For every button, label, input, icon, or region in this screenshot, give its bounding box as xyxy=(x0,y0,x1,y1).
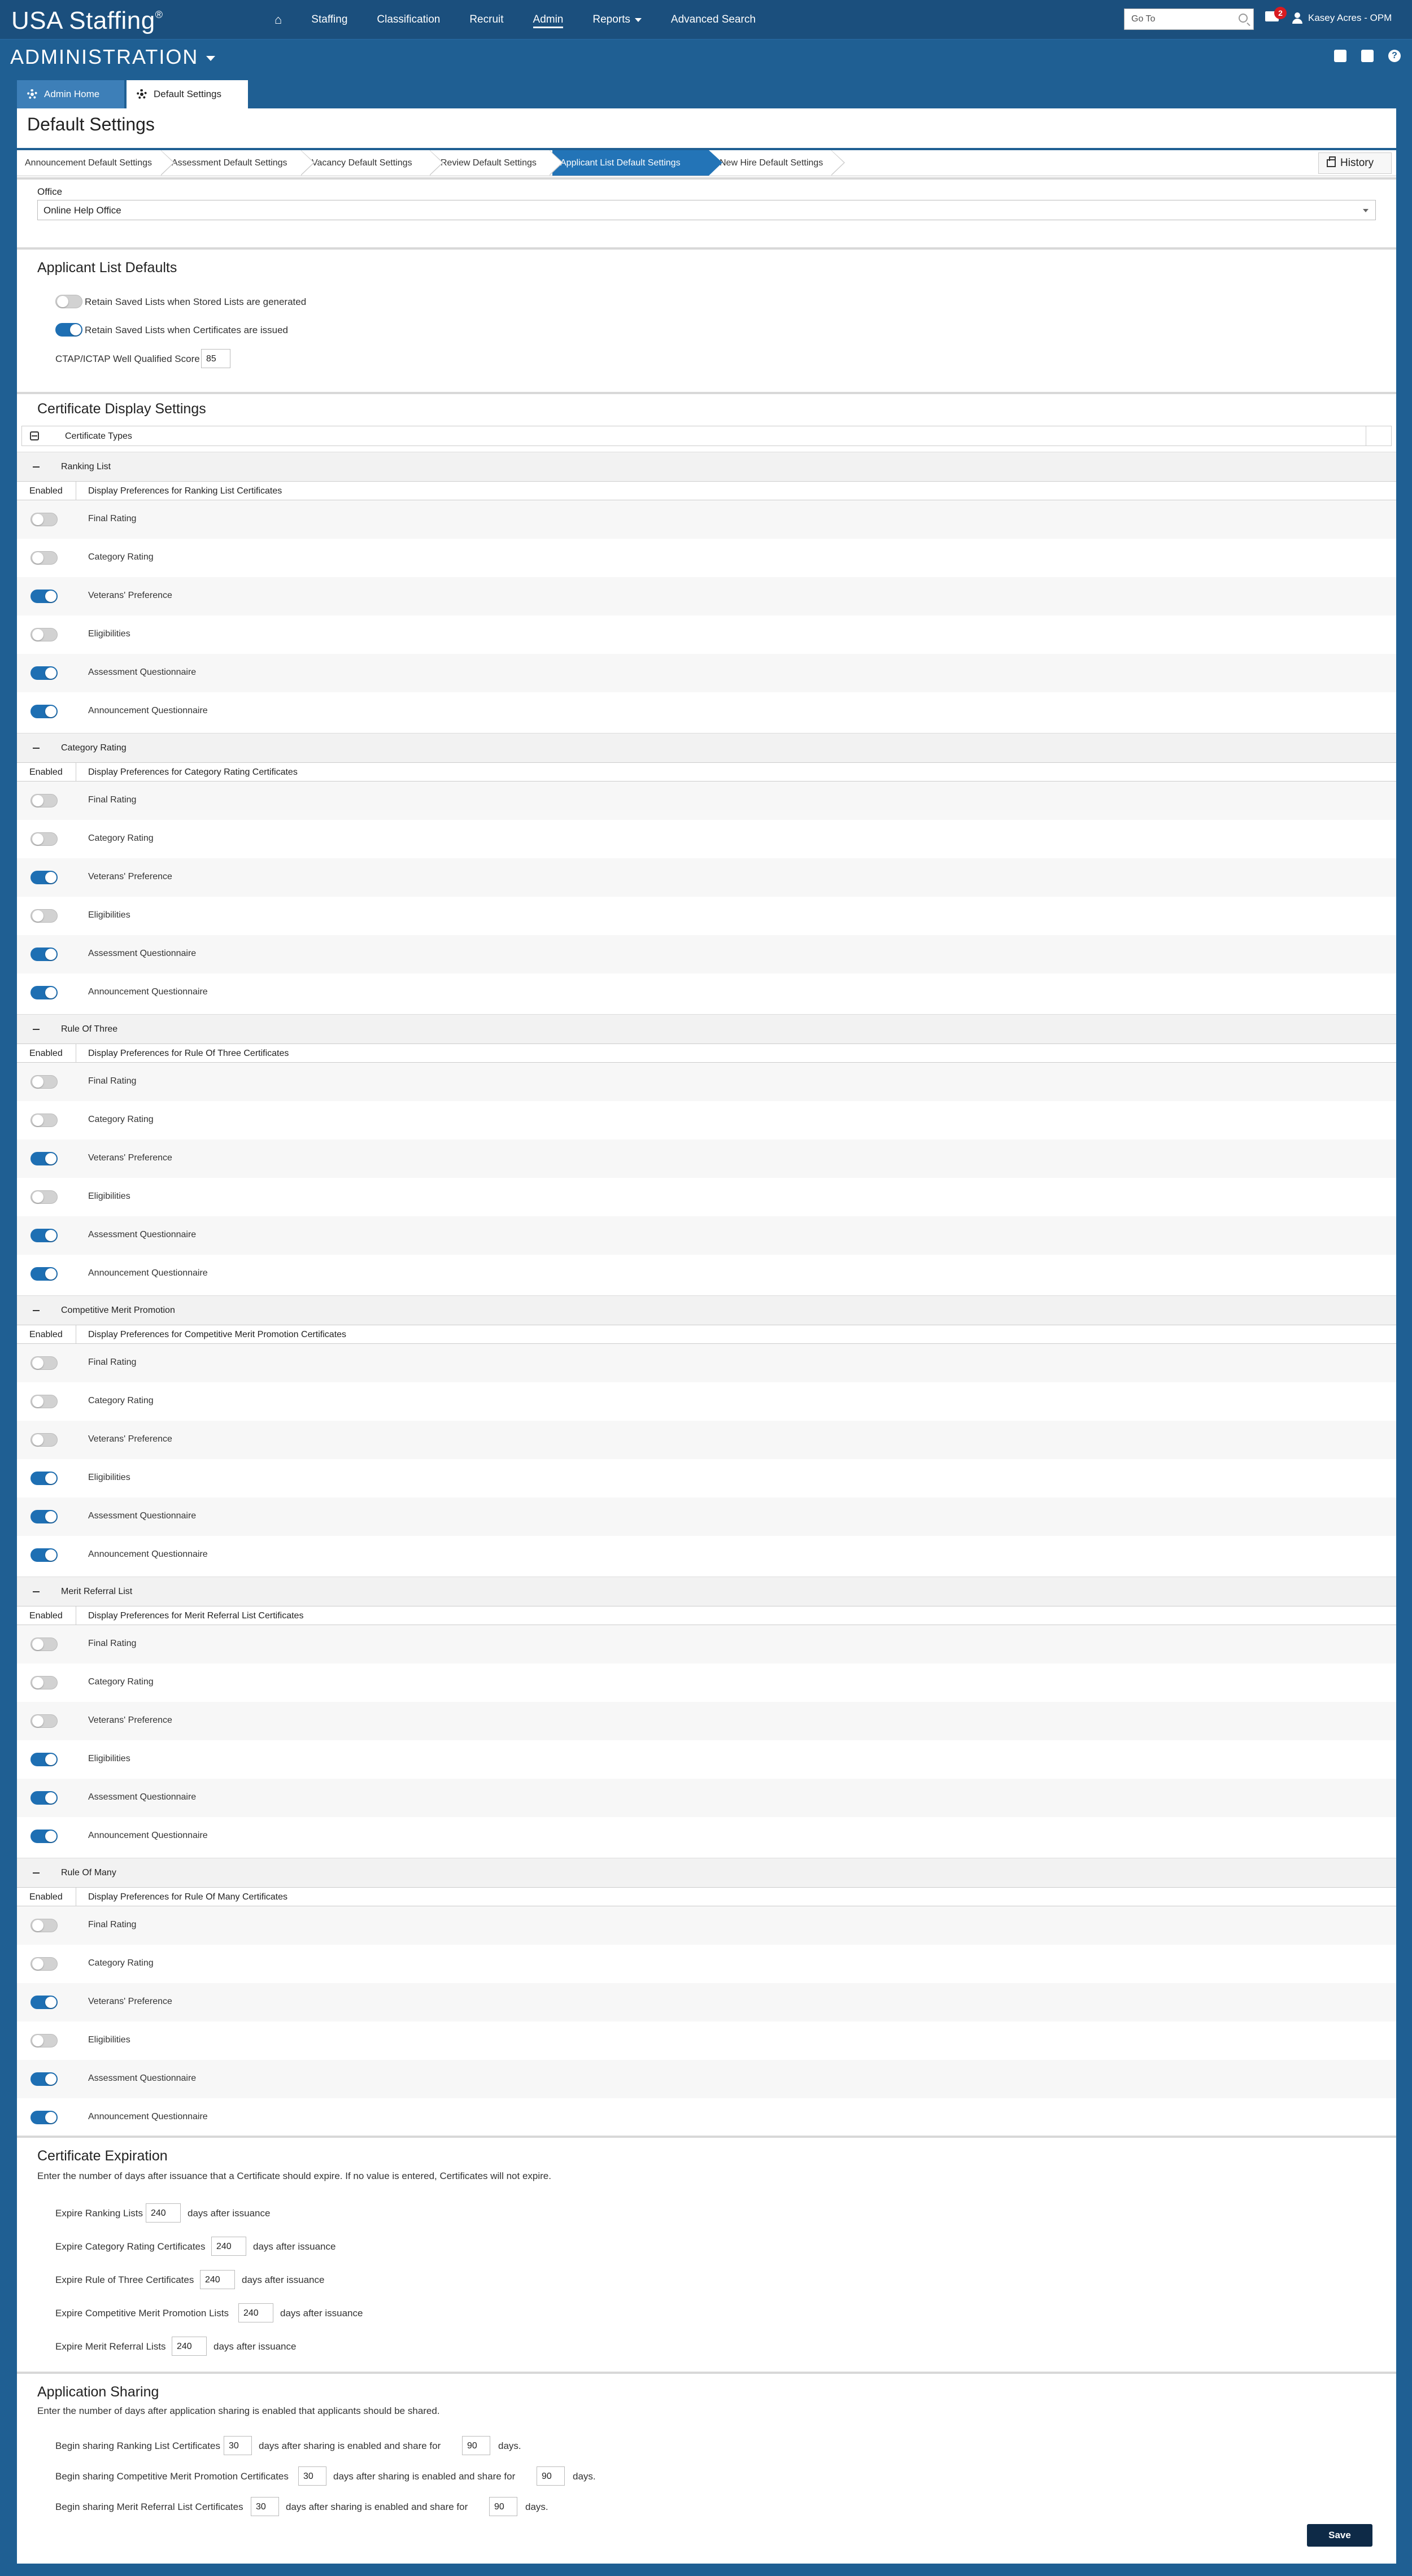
group-row-3[interactable] xyxy=(17,1014,1396,1044)
step-arrow xyxy=(161,150,175,176)
applicant-list-defaults-title: Applicant List Defaults xyxy=(37,260,177,276)
nav-recruit[interactable]: Recruit xyxy=(469,14,504,25)
wizard-step-4[interactable] xyxy=(433,150,550,176)
module-icons xyxy=(1334,50,1401,62)
expiration-label: Expire Ranking Lists xyxy=(55,2208,143,2219)
preference-toggle[interactable] xyxy=(30,2034,58,2047)
module-bar xyxy=(0,40,1412,73)
chat-icon[interactable] xyxy=(1361,50,1374,62)
page-tabs xyxy=(17,80,248,108)
nav-admin[interactable]: Admin xyxy=(518,0,578,40)
section-divider xyxy=(17,247,1396,250)
expiration-suffix: days after issuance xyxy=(280,2308,363,2319)
enabled-header: Enabled xyxy=(29,1330,63,1339)
gear-icon xyxy=(137,89,147,99)
wizard-step-1[interactable] xyxy=(17,150,161,176)
settings-wizard xyxy=(17,150,1396,176)
preference-toggle[interactable] xyxy=(30,1830,58,1843)
preference-row xyxy=(17,781,1396,820)
help-icon[interactable]: ? xyxy=(1388,50,1401,62)
preference-toggle[interactable] xyxy=(30,1114,58,1127)
preference-toggle[interactable] xyxy=(30,794,58,807)
expiration-label: Expire Merit Referral Lists xyxy=(55,2341,166,2352)
preference-label: Category Rating xyxy=(88,1115,154,1124)
expiration-label: Expire Rule of Three Certificates xyxy=(55,2274,194,2285)
history-button[interactable]: History xyxy=(1318,152,1392,174)
preference-label: Final Rating xyxy=(88,514,137,523)
tab-default-settings[interactable]: Default Settings xyxy=(127,80,248,108)
enabled-header: Enabled xyxy=(29,1892,63,1902)
wizard-step-label: Vacancy Default Settings xyxy=(312,158,412,168)
sharing-mid-text: days after sharing is enabled and share for xyxy=(259,2440,441,2451)
office-label: Office xyxy=(37,186,63,197)
enabled-header: Enabled xyxy=(29,486,63,496)
group-row-5[interactable] xyxy=(17,1577,1396,1606)
preference-label: Final Rating xyxy=(88,795,137,805)
wizard-step-6[interactable] xyxy=(712,150,831,176)
preference-toggle[interactable] xyxy=(30,948,58,961)
sharing-label: Begin sharing Ranking List Certificates xyxy=(55,2440,220,2451)
preference-row xyxy=(17,1382,1396,1421)
preference-label: Announcement Questionnaire xyxy=(88,987,208,997)
step-arrow xyxy=(709,150,722,176)
preference-toggle[interactable] xyxy=(30,2072,58,2086)
save-button[interactable]: Save xyxy=(1307,2524,1372,2547)
preference-row xyxy=(17,1817,1396,1855)
wizard-step-3[interactable] xyxy=(304,150,430,176)
preference-toggle[interactable] xyxy=(30,1957,58,1971)
preference-toggle[interactable] xyxy=(30,1229,58,1242)
preference-label: Assessment Questionnaire xyxy=(88,2073,197,2083)
expiration-label: Expire Competitive Merit Promotion Lists xyxy=(55,2308,229,2319)
section-divider xyxy=(17,2136,1396,2138)
preference-toggle[interactable] xyxy=(30,666,58,680)
preference-label: Veterans' Preference xyxy=(88,1153,172,1163)
preference-label: Veterans' Preference xyxy=(88,1997,172,2006)
preference-label: Eligibilities xyxy=(88,1473,130,1482)
nav-advanced-search[interactable]: Advanced Search xyxy=(670,14,756,25)
preference-row xyxy=(17,1497,1396,1536)
wizard-step-label: New Hire Default Settings xyxy=(720,158,823,168)
preference-toggle[interactable] xyxy=(30,1190,58,1204)
group-row-6[interactable] xyxy=(17,1858,1396,1887)
preference-row xyxy=(17,615,1396,654)
certificate-expiration-desc: Enter the number of days after issuance that a Certificate should expire. If no value is entered, Certificates will not expire. xyxy=(37,2171,551,2181)
preference-toggle[interactable] xyxy=(30,1395,58,1408)
sharing-end-text: days. xyxy=(498,2440,521,2451)
preference-toggle[interactable] xyxy=(30,513,58,526)
preference-row xyxy=(17,1421,1396,1459)
preference-row xyxy=(17,1344,1396,1382)
preference-label: Final Rating xyxy=(88,1357,137,1367)
preference-label: Announcement Questionnaire xyxy=(88,1549,208,1559)
wizard-step-label: Announcement Default Settings xyxy=(25,158,152,168)
sharing-after-input[interactable]: 30 xyxy=(298,2466,326,2486)
wizard-step-5[interactable] xyxy=(552,150,709,176)
home-icon[interactable]: ⌂ xyxy=(274,12,282,27)
certificate-types-label: Certificate Types xyxy=(65,431,132,441)
sharing-share-input[interactable]: 90 xyxy=(462,2436,490,2455)
preference-row xyxy=(17,897,1396,935)
preference-label: Eligibilities xyxy=(88,910,130,920)
group-name: Category Rating xyxy=(61,743,127,753)
main-nav xyxy=(260,0,770,40)
preferences-header: Display Preferences for Competitive Merit Promotion Certificates xyxy=(88,1330,347,1339)
wizard-step-label: Applicant List Default Settings xyxy=(560,158,681,168)
preference-row xyxy=(17,1101,1396,1139)
preference-label: Announcement Questionnaire xyxy=(88,2112,208,2121)
preference-toggle[interactable] xyxy=(30,1753,58,1766)
nav-classification[interactable]: Classification xyxy=(377,14,441,25)
preference-toggle[interactable] xyxy=(30,1996,58,2009)
certificate-expiration-title: Certificate Expiration xyxy=(37,2148,168,2164)
preference-toggle[interactable] xyxy=(30,1919,58,1932)
chevron-down-icon xyxy=(635,18,642,22)
preference-label: Veterans' Preference xyxy=(88,1434,172,1444)
preference-row xyxy=(17,935,1396,973)
group-subheader xyxy=(17,1044,1396,1063)
preferences-header: Display Preferences for Ranking List Certificates xyxy=(88,486,282,496)
expiration-days-input[interactable]: 240 xyxy=(211,2237,246,2256)
expiration-suffix: days after issuance xyxy=(242,2274,325,2285)
preference-row xyxy=(17,500,1396,539)
ctap-score-input[interactable]: 85 xyxy=(201,349,230,368)
preference-label: Eligibilities xyxy=(88,629,130,639)
nav-reports[interactable]: Reports xyxy=(578,0,656,40)
ctap-label: CTAP/ICTAP Well Qualified Score xyxy=(55,353,200,364)
preferences-header: Display Preferences for Merit Referral List Certificates xyxy=(88,1611,304,1621)
briefcase-icon[interactable] xyxy=(1334,50,1346,62)
preference-label: Eligibilities xyxy=(88,1191,130,1201)
preference-toggle[interactable] xyxy=(30,1356,58,1370)
preference-row xyxy=(17,1625,1396,1664)
enabled-header: Enabled xyxy=(29,1611,63,1621)
printer-icon xyxy=(1327,159,1336,167)
expiration-days-input[interactable]: 240 xyxy=(172,2337,207,2356)
preference-label: Final Rating xyxy=(88,1639,137,1648)
preference-row xyxy=(17,1906,1396,1945)
expiration-days-input[interactable]: 240 xyxy=(238,2303,273,2322)
preference-label: Assessment Questionnaire xyxy=(88,949,197,958)
office-select[interactable]: Online Help Office xyxy=(37,200,1376,220)
certificate-types-header xyxy=(21,426,1392,446)
preference-row xyxy=(17,2098,1396,2137)
preference-toggle[interactable] xyxy=(30,1433,58,1447)
module-title[interactable]: ADMINISTRATION xyxy=(10,45,215,69)
tab-admin-home[interactable]: Admin Home xyxy=(17,80,124,108)
search-icon xyxy=(1239,14,1248,23)
preference-label: Announcement Questionnaire xyxy=(88,706,208,715)
preference-label: Final Rating xyxy=(88,1076,137,1086)
section-divider xyxy=(17,177,1396,180)
step-arrow xyxy=(831,150,845,176)
preference-label: Assessment Questionnaire xyxy=(88,1511,197,1521)
sharing-end-text: days. xyxy=(525,2501,548,2512)
retain-certificates-label: Retain Saved Lists when Certificates are issued xyxy=(85,325,289,335)
sharing-end-text: days. xyxy=(573,2471,596,2482)
chevron-down-icon xyxy=(1363,209,1369,212)
preference-row xyxy=(17,1178,1396,1216)
main-panel xyxy=(17,108,1396,2564)
group-row-1[interactable] xyxy=(17,452,1396,481)
user-icon xyxy=(1292,12,1302,24)
gear-icon xyxy=(27,89,37,99)
collapse-icon[interactable] xyxy=(33,1591,40,1592)
sharing-label: Begin sharing Competitive Merit Promotion Certificates xyxy=(55,2471,289,2482)
usa-staffing-logo[interactable]: USA Staffing® xyxy=(11,7,163,34)
user-menu[interactable]: Kasey Acres - OPM xyxy=(1292,12,1392,24)
preference-label: Veterans' Preference xyxy=(88,591,172,600)
preference-label: Veterans' Preference xyxy=(88,1715,172,1725)
group-name: Ranking List xyxy=(61,462,111,471)
sharing-after-input[interactable]: 30 xyxy=(224,2436,252,2455)
expiration-suffix: days after issuance xyxy=(213,2341,297,2352)
preference-label: Category Rating xyxy=(88,552,154,562)
preference-label: Eligibilities xyxy=(88,2035,130,2045)
preference-label: Veterans' Preference xyxy=(88,872,172,881)
preference-label: Category Rating xyxy=(88,1396,154,1405)
preference-toggle[interactable] xyxy=(30,909,58,923)
preference-toggle[interactable] xyxy=(30,590,58,603)
sharing-mid-text: days after sharing is enabled and share for xyxy=(286,2501,468,2512)
chevron-down-icon xyxy=(206,56,215,61)
preference-toggle[interactable] xyxy=(30,1472,58,1485)
preference-label: Category Rating xyxy=(88,1958,154,1968)
step-arrow xyxy=(301,150,315,176)
mail-count-badge: 2 xyxy=(1274,7,1287,19)
wizard-step-label: Assessment Default Settings xyxy=(172,158,287,168)
preference-row xyxy=(17,1983,1396,2021)
group-subheader xyxy=(17,1606,1396,1625)
preference-toggle[interactable] xyxy=(30,1510,58,1523)
collapse-icon[interactable] xyxy=(33,466,40,468)
collapse-icon[interactable] xyxy=(33,1029,40,1030)
preference-row xyxy=(17,1216,1396,1255)
preference-row xyxy=(17,577,1396,615)
group-subheader xyxy=(17,481,1396,500)
preference-label: Announcement Questionnaire xyxy=(88,1831,208,1840)
preference-row xyxy=(17,1945,1396,1983)
certificate-display-title: Certificate Display Settings xyxy=(37,401,206,417)
enabled-header: Enabled xyxy=(29,1049,63,1058)
group-subheader xyxy=(17,762,1396,781)
collapse-icon[interactable] xyxy=(33,1872,40,1874)
top-navbar xyxy=(0,0,1412,40)
application-sharing-title: Application Sharing xyxy=(37,2384,159,2400)
group-subheader xyxy=(17,1325,1396,1344)
collapse-icon[interactable] xyxy=(33,1310,40,1311)
preferences-header: Display Preferences for Category Rating Certificates xyxy=(88,767,298,777)
preference-label: Announcement Questionnaire xyxy=(88,1268,208,1278)
retain-certificates-toggle[interactable] xyxy=(55,323,82,337)
expiration-suffix: days after issuance xyxy=(253,2241,336,2252)
preference-row xyxy=(17,1063,1396,1101)
preference-toggle[interactable] xyxy=(30,1676,58,1689)
nav-staffing[interactable]: Staffing xyxy=(311,14,348,25)
preference-toggle[interactable] xyxy=(30,871,58,884)
preference-row xyxy=(17,1536,1396,1574)
preference-toggle[interactable] xyxy=(30,551,58,565)
preference-label: Category Rating xyxy=(88,1677,154,1687)
retain-stored-toggle[interactable] xyxy=(55,295,82,308)
preference-toggle[interactable] xyxy=(30,986,58,999)
preference-row xyxy=(17,1459,1396,1497)
preference-label: Assessment Questionnaire xyxy=(88,1230,197,1239)
sharing-share-input[interactable]: 90 xyxy=(489,2497,517,2516)
preferences-header: Display Preferences for Rule Of Three Certificates xyxy=(88,1049,289,1058)
preference-row xyxy=(17,973,1396,1012)
preference-row xyxy=(17,1740,1396,1779)
preference-row xyxy=(17,1664,1396,1702)
preference-label: Eligibilities xyxy=(88,1754,130,1763)
group-name: Rule Of Many xyxy=(61,1868,116,1878)
preference-label: Assessment Questionnaire xyxy=(88,667,197,677)
preference-toggle[interactable] xyxy=(30,1548,58,1562)
preference-toggle[interactable] xyxy=(30,2111,58,2124)
wizard-step-label: Review Default Settings xyxy=(441,158,537,168)
group-name: Competitive Merit Promotion xyxy=(61,1306,175,1315)
preference-toggle[interactable] xyxy=(30,1714,58,1728)
preference-toggle[interactable] xyxy=(30,1152,58,1165)
preference-row xyxy=(17,858,1396,897)
retain-stored-label: Retain Saved Lists when Stored Lists are generated xyxy=(85,296,307,307)
sharing-mid-text: days after sharing is enabled and share for xyxy=(333,2471,516,2482)
group-name: Merit Referral List xyxy=(61,1587,133,1596)
preference-row xyxy=(17,654,1396,692)
expiration-days-input[interactable]: 240 xyxy=(200,2270,235,2289)
expiration-days-input[interactable]: 240 xyxy=(146,2203,181,2223)
preference-row xyxy=(17,1702,1396,1740)
collapse-icon[interactable] xyxy=(33,748,40,749)
group-name: Rule Of Three xyxy=(61,1024,118,1034)
sharing-label: Begin sharing Merit Referral List Certificates xyxy=(55,2501,243,2512)
preference-toggle[interactable] xyxy=(30,705,58,718)
goto-search-input[interactable]: Go To xyxy=(1124,8,1254,30)
preference-row xyxy=(17,692,1396,731)
group-row-2[interactable] xyxy=(17,733,1396,762)
expiration-label: Expire Category Rating Certificates xyxy=(55,2241,206,2252)
collapse-all-icon[interactable] xyxy=(30,431,39,440)
preference-toggle[interactable] xyxy=(30,1791,58,1805)
preference-row xyxy=(17,539,1396,577)
preference-row xyxy=(17,2021,1396,2060)
preference-row xyxy=(17,2060,1396,2098)
preference-toggle[interactable] xyxy=(30,1638,58,1651)
preference-toggle[interactable] xyxy=(30,628,58,641)
preference-row xyxy=(17,1779,1396,1817)
preference-label: Category Rating xyxy=(88,833,154,843)
preference-toggle[interactable] xyxy=(30,832,58,846)
step-arrow xyxy=(430,150,443,176)
preference-row xyxy=(17,1255,1396,1293)
expiration-suffix: days after issuance xyxy=(188,2208,271,2219)
group-subheader xyxy=(17,1887,1396,1906)
page-title: Default Settings xyxy=(27,114,155,134)
preference-row xyxy=(17,1139,1396,1178)
application-sharing-desc: Enter the number of days after application sharing is enabled that applicants should be shared. xyxy=(37,2405,440,2416)
preference-row xyxy=(17,820,1396,858)
group-row-4[interactable] xyxy=(17,1295,1396,1325)
enabled-header: Enabled xyxy=(29,767,63,777)
preference-label: Final Rating xyxy=(88,1920,137,1929)
section-divider xyxy=(17,2372,1396,2374)
sharing-after-input[interactable]: 30 xyxy=(251,2497,279,2516)
section-divider xyxy=(17,392,1396,394)
preference-label: Assessment Questionnaire xyxy=(88,1792,197,1802)
preferences-header: Display Preferences for Rule Of Many Certificates xyxy=(88,1892,288,1902)
preference-toggle[interactable] xyxy=(30,1075,58,1089)
sharing-share-input[interactable]: 90 xyxy=(537,2466,565,2486)
step-arrow xyxy=(550,150,563,176)
preference-toggle[interactable] xyxy=(30,1267,58,1281)
wizard-step-2[interactable] xyxy=(164,150,301,176)
